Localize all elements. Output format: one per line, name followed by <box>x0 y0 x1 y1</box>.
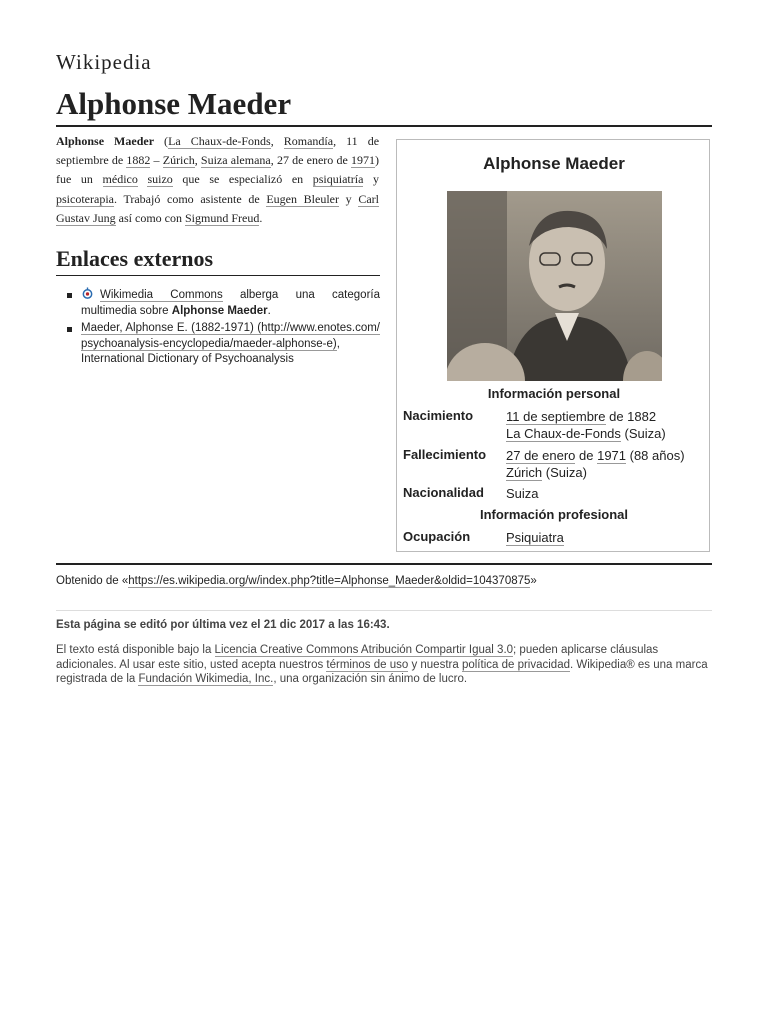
link-psiquiatria[interactable]: psiquiatría <box>312 172 364 187</box>
link-wikimedia-commons[interactable]: Wikimedia Commons <box>100 289 223 301</box>
infobox-text: (88 años) <box>626 448 685 463</box>
wikipedia-logo[interactable]: Wikipedia <box>56 50 152 74</box>
lead-text: . <box>259 210 263 225</box>
list-text: alberga una categoría multimedia sobre <box>81 289 380 317</box>
infobox-text: de <box>575 448 598 463</box>
link-suizo[interactable]: suizo <box>147 172 173 187</box>
infobox-section-professional: Información profesional <box>479 507 629 522</box>
infobox-value-occupation <box>506 529 564 546</box>
infobox-label-birth: Nacimiento <box>403 408 474 423</box>
license-part: , una organización sin ánimo de lucro. <box>273 673 468 685</box>
lead-subject: Alphonse Maeder <box>56 134 155 148</box>
license-part: El texto está disponible bajo la <box>56 644 215 656</box>
link-death-place[interactable]: Zúrich <box>506 465 543 480</box>
retrieved-url-link[interactable]: https://es.wikipedia.org/w/index.php?title=Alphonse_Maeder&oldid=104370875 <box>128 575 531 587</box>
section-heading-external-links: Enlaces externos <box>56 246 214 271</box>
lead-text: , 11 de septiembre de <box>56 134 380 168</box>
footer-divider <box>56 563 712 565</box>
section-divider <box>56 275 380 276</box>
lead-text: que se especializó en <box>172 172 313 187</box>
lead-text: así como con <box>115 210 185 225</box>
link-freud[interactable]: Sigmund Freud <box>185 210 260 225</box>
infobox-label-occupation: Ocupación <box>403 529 471 544</box>
link-deathplace[interactable]: Zúrich <box>162 153 195 168</box>
portrait-photo[interactable] <box>447 191 662 381</box>
link-region2[interactable]: Suiza alemana <box>200 153 271 168</box>
last-modified: Esta página se editó por última vez el 21 dic 2017 a las 16:43. <box>56 619 390 631</box>
lead-text: – <box>150 153 163 168</box>
retrieved-from <box>56 575 537 587</box>
license-text <box>56 643 712 687</box>
list-bold: Alphonse Maeder <box>171 304 268 317</box>
link-death-date[interactable]: 27 de enero <box>506 448 576 463</box>
retrieved-suffix: » <box>530 575 537 587</box>
infobox-text: (Suiza) <box>620 426 666 441</box>
link-bleuler[interactable]: Eugen Bleuler <box>266 191 339 206</box>
external-links-list <box>64 287 380 370</box>
link-region[interactable]: Romandía <box>283 134 334 148</box>
lead-text: . Trabajó como asistente de <box>113 191 267 206</box>
infobox <box>396 139 710 552</box>
link-jung[interactable]: Carl Gustav Jung <box>56 191 379 225</box>
link-enotes[interactable]: Maeder, Alphonse E. (1882-1971) (http://www.enotes.com/psychoanalysis-encyclopedia/maeder-alphonse-e) <box>81 322 380 350</box>
link-terms-of-use[interactable]: términos de uso <box>326 658 409 671</box>
link-psicoterapia[interactable]: psicoterapia <box>56 191 114 206</box>
page-title: Alphonse Maeder <box>56 86 292 121</box>
lead-text: ( <box>154 134 169 148</box>
link-wikimedia-foundation[interactable]: Fundación Wikimedia, Inc. <box>138 673 274 685</box>
infobox-section-personal: Información personal <box>487 386 621 401</box>
list-item <box>64 321 380 368</box>
link-birth-date[interactable]: 11 de septiembre <box>506 409 606 424</box>
lead-text: y <box>338 191 359 206</box>
link-privacy-policy[interactable]: política de privacidad <box>461 658 570 671</box>
license-part: y nuestra <box>408 658 462 671</box>
lead-text: y <box>363 172 380 187</box>
infobox-label-nationality: Nacionalidad <box>403 485 484 500</box>
infobox-text: de 1882 <box>605 409 657 424</box>
infobox-text: (Suiza) <box>542 465 587 480</box>
license-part: ; pueden aplicarse cláusulas adicionales. Al usar este sitio, usted acepta nuestros <box>56 644 659 671</box>
license-part: . Wikipedia® es una marca registrada de la <box>56 658 708 685</box>
link-birth-year[interactable]: 1882 <box>126 153 151 168</box>
lead-paragraph <box>56 132 379 228</box>
retrieved-prefix: Obtenido de « <box>56 575 129 587</box>
lead-text: ) fue un <box>56 153 379 187</box>
link-medico[interactable]: médico <box>102 172 138 187</box>
list-text: , International Dictionary of Psychoanalysis <box>81 337 340 365</box>
link-birth-place[interactable]: La Chaux-de-Fonds <box>506 426 621 441</box>
link-cc-license[interactable]: Licencia Creative Commons Atribución Compartir Igual 3.0 <box>214 644 514 656</box>
lead-text: , <box>270 134 284 148</box>
lead-text: , <box>194 153 201 168</box>
link-death-year-infobox[interactable]: 1971 <box>597 448 627 463</box>
wikimedia-commons-icon <box>81 287 94 300</box>
link-birthplace[interactable]: La Chaux-de-Fonds <box>168 134 271 148</box>
infobox-value-birth <box>506 408 666 442</box>
link-occupation[interactable]: Psiquiatra <box>506 530 564 545</box>
link-death-year[interactable]: 1971 <box>351 153 375 168</box>
infobox-title: Alphonse Maeder <box>483 154 625 173</box>
lead-text: , 27 de enero de <box>270 153 351 168</box>
infobox-value-death <box>506 447 685 481</box>
portrait-image <box>447 191 662 381</box>
title-divider <box>56 125 712 127</box>
infobox-label-death: Fallecimiento <box>403 447 487 462</box>
infobox-value-nationality: Suiza <box>506 486 539 501</box>
list-item <box>64 287 380 319</box>
list-text: . <box>267 304 271 317</box>
footer-separator <box>56 610 712 611</box>
